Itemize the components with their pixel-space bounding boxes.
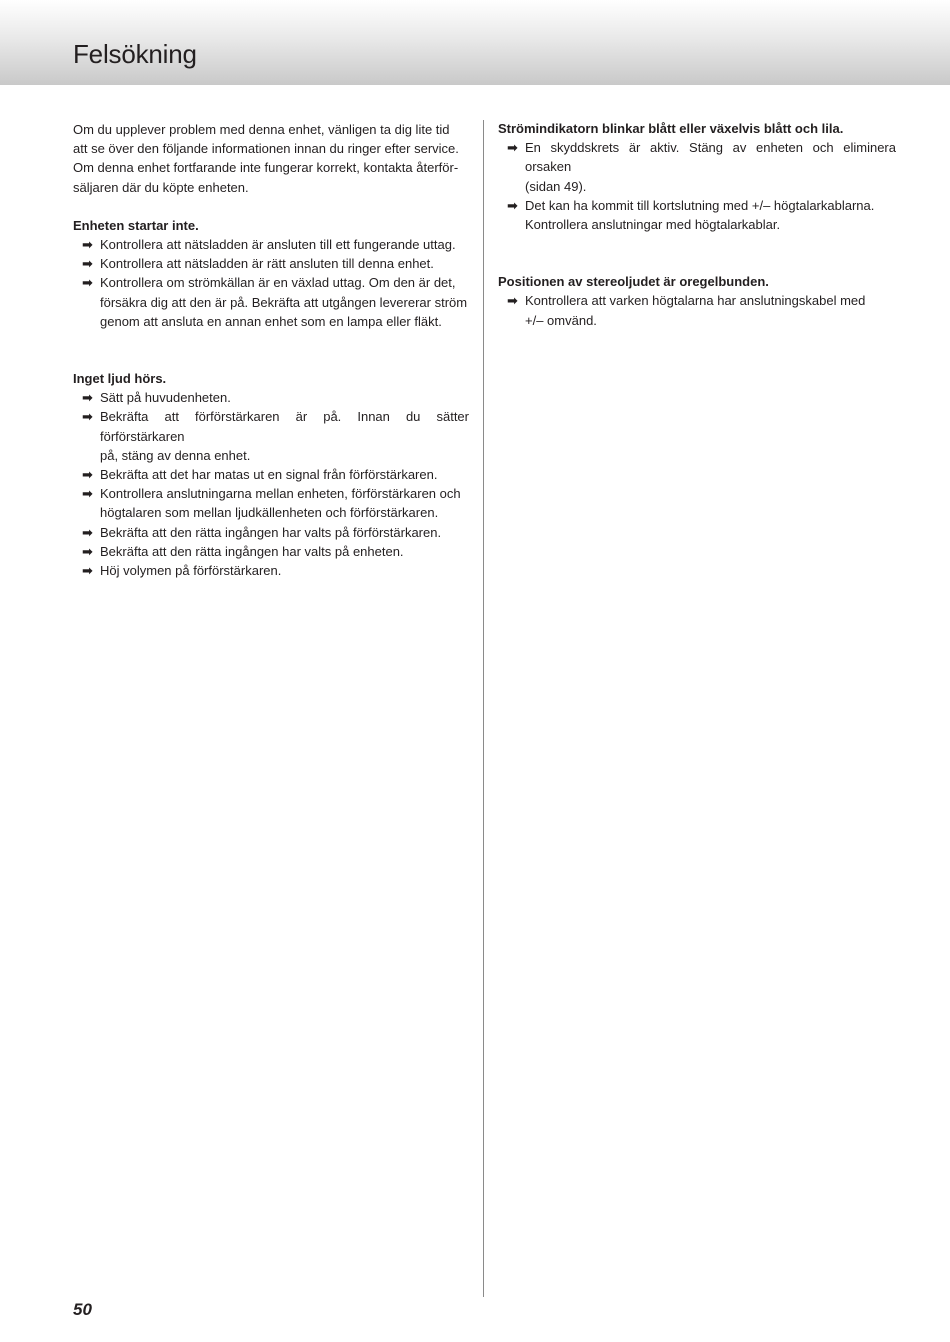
arrow-right-icon: ➡	[507, 293, 518, 309]
list-item	[498, 291, 896, 329]
intro-line: att se över den följande informationen innan du ringer efter service.	[73, 141, 459, 157]
intro-line: Om denna enhet fortfarande inte fungerar korrekt, kontakta återför-	[73, 160, 459, 176]
item-line: genom att ansluta en annan enhet som en lampa eller fläkt.	[100, 313, 442, 329]
section-heading: Enheten startar inte.	[73, 217, 199, 233]
arrow-right-icon: ➡	[82, 409, 93, 425]
item-line: Sätt på huvudenheten.	[100, 390, 231, 406]
page-title: Felsökning	[73, 39, 197, 69]
arrow-right-icon: ➡	[82, 275, 93, 291]
list-item	[73, 484, 469, 522]
list-item	[498, 196, 896, 234]
page-number: 50	[73, 1300, 92, 1319]
list-item	[73, 388, 469, 407]
arrow-right-icon: ➡	[82, 256, 93, 272]
item-line: +/– omvänd.	[525, 312, 597, 328]
list-item	[73, 407, 469, 465]
section-power-indicator	[498, 119, 896, 234]
list-item	[73, 523, 469, 542]
item-line: Kontrollera att varken högtalarna har anslutningskabel med	[525, 293, 866, 309]
item-line: Kontrollera anslutningar med högtalarkablar.	[525, 217, 781, 233]
section-heading: Positionen av stereoljudet är oregelbunden.	[498, 274, 769, 290]
item-line: Bekräfta att förförstärkaren är på. Innan du sätter förförstärkaren	[100, 409, 469, 444]
page-header-band	[0, 0, 950, 85]
arrow-right-icon: ➡	[82, 543, 93, 559]
intro-line: säljaren där du köpte enheten.	[73, 179, 249, 195]
arrow-right-icon: ➡	[507, 140, 518, 156]
section-heading: Strömindikatorn blinkar blått eller växelvis blått och lila.	[498, 121, 844, 136]
list-item	[73, 235, 469, 254]
item-line: En skyddskrets är aktiv. Stäng av enheten och eliminera orsaken	[525, 140, 896, 175]
arrow-right-icon: ➡	[82, 486, 93, 502]
item-line: Kontrollera att nätsladden är ansluten till ett fungerande uttag.	[100, 237, 456, 253]
right-column	[498, 119, 896, 330]
intro-paragraph	[73, 120, 469, 197]
list-item	[73, 254, 469, 273]
arrow-right-icon: ➡	[82, 237, 93, 253]
section-stereo-position	[498, 272, 896, 330]
list-item	[73, 273, 469, 331]
arrow-right-icon: ➡	[82, 524, 93, 540]
list-item	[73, 542, 469, 561]
arrow-right-icon: ➡	[507, 197, 518, 213]
item-line: Bekräfta att den rätta ingången har valts på enheten.	[100, 543, 404, 559]
item-line: på, stäng av denna enhet.	[100, 447, 251, 463]
intro-line: Om du upplever problem med denna enhet, vänligen ta dig lite tid	[73, 122, 450, 137]
item-line: försäkra dig att den är på. Bekräfta att utgången levererar ström	[100, 294, 468, 310]
item-line: Det kan ha kommit till kortslutning med +/– högtalarkablarna.	[525, 197, 875, 213]
list-item	[73, 561, 469, 580]
item-line: högtalaren som mellan ljudkällenheten och förförstärkaren.	[100, 505, 439, 521]
item-line: Höj volymen på förförstärkaren.	[100, 563, 282, 579]
item-line: Bekräfta att det har matas ut en signal från förförstärkaren.	[100, 467, 438, 483]
item-line: Bekräfta att den rätta ingången har valts på förförstärkaren.	[100, 524, 442, 540]
list-item	[73, 465, 469, 484]
item-line: Kontrollera att nätsladden är rätt ansluten till denna enhet.	[100, 256, 434, 272]
item-line: Kontrollera anslutningarna mellan enheten, förförstärkaren och	[100, 486, 461, 502]
list-item	[498, 138, 896, 196]
item-line: (sidan 49).	[525, 178, 587, 194]
arrow-right-icon: ➡	[82, 563, 93, 579]
section-unit-not-starting	[73, 216, 469, 331]
arrow-right-icon: ➡	[82, 390, 93, 406]
column-divider	[483, 120, 484, 1297]
section-no-sound	[73, 369, 469, 580]
item-line: Kontrollera om strömkällan är en växlad uttag. Om den är det,	[100, 275, 456, 291]
section-heading: Inget ljud hörs.	[73, 371, 167, 387]
left-column	[73, 120, 469, 580]
arrow-right-icon: ➡	[82, 467, 93, 483]
